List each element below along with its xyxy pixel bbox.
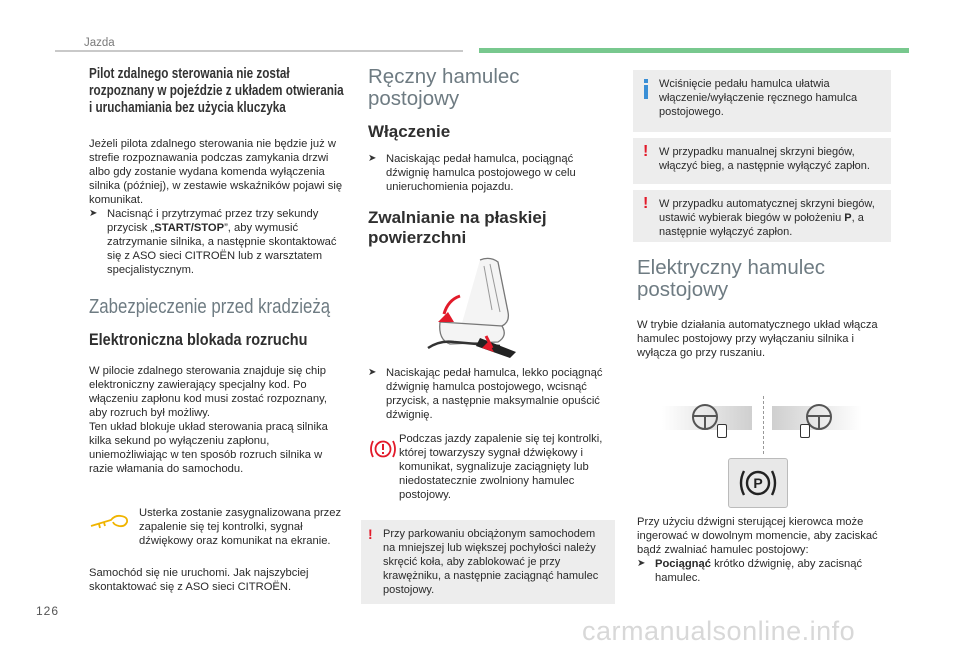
epb-label: P bbox=[753, 475, 763, 491]
release-block bbox=[368, 366, 618, 502]
electric-brake-block bbox=[637, 257, 887, 360]
arrow-bullet-icon: ➤ bbox=[368, 153, 377, 164]
exclamation-warning-icon: ! bbox=[368, 526, 373, 542]
column-middle bbox=[368, 66, 618, 248]
fault-text: Samochód się nie uruchomi. Jak najszybciej skontaktować się z ASO sieci CITROËN. bbox=[89, 567, 309, 593]
steering-wheel-icon bbox=[690, 402, 720, 432]
parking-brake-title: Ręczny hamulec postojowy bbox=[368, 65, 520, 110]
seat-brake-pedal-icon bbox=[420, 252, 540, 362]
brake-lamp-note: Podczas jazdy zapalenie się tej kontrolki, której towarzyszy sygnał dźwiękowy i komunikat, sygnalizuje zaciągnięty lub niedostatecznie zwolniony hamulec postojowy. bbox=[368, 432, 618, 502]
lever-icon bbox=[800, 424, 810, 438]
key-icon bbox=[89, 510, 131, 530]
engage-bullet: ➤ Naciskając pedał hamulca, pociągnąć dźwignię hamulca postojowego w celu unieruchomienia pojazdu. bbox=[368, 153, 576, 193]
lever-text: Przy użyciu dźwigni sterującej kierowca może ingerować w dowolnym momencie, aby zaciskać bądź zwalniać hamulec postojowy: bbox=[637, 516, 878, 556]
slope-warning-box: ! Przy parkowaniu obciążonym samochodem na mniejszej lub większej pochyłości należy skręcić koła, aby zablokować je przy krawężniku, a następnie zaciągnąć hamulec postojowy. bbox=[361, 520, 615, 604]
info-box: Wciśnięcie pedału hamulca ułatwia włączenie/wyłączenie ręcznego hamulca postojowego. bbox=[633, 70, 891, 132]
header-accent-bar bbox=[479, 48, 909, 53]
pilot-text: Jeżeli pilota zdalnego sterowania nie będzie już w strefie rozpoznawania podczas zamykania drzwi albo gdy zostanie wydana komenda wyłączenia silnika (później), w zestawie wskaźników pojawi się komunikat. bbox=[89, 138, 343, 206]
lever-block bbox=[637, 515, 887, 585]
arrow-bullet-icon: ➤ bbox=[637, 558, 646, 569]
immobiliser-text-2: Ten układ blokuje układ sterowania pracą silnika kilka sekund po wyłączeniu zapłonu, uniemożliwiając w ten sposób rozruch silnika w razie włamania do samochodu. bbox=[89, 421, 328, 475]
immobiliser-title: Elektroniczna blokada rozruchu bbox=[89, 330, 308, 349]
exclamation-warning-icon: ! bbox=[643, 143, 649, 160]
engage-title: Włączenie bbox=[368, 122, 451, 141]
electric-brake-title: Elektryczny hamulec postojowy bbox=[637, 256, 825, 301]
immobiliser-text: W pilocie zdalnego sterowania znajduje się chip elektroniczny zawierający specjalny kod. Po włączeniu zapłonu kod musi zostać rozpoznany, aby rozruch był możliwy. bbox=[89, 365, 327, 419]
info-icon bbox=[643, 79, 649, 99]
section-header: Jazda bbox=[84, 37, 115, 49]
brake-warning-lamp-icon bbox=[368, 438, 398, 460]
manual-gearbox-box: ! W przypadku manualnej skrzyni biegów, włączyć bieg, a następnie wyłączyć zapłon. bbox=[633, 138, 891, 184]
pilot-title: Pilot zdalnego sterowania nie został rozpoznany w pojeździe z układem otwierania i uruchamiania bez użycia kluczyka bbox=[89, 66, 344, 116]
theft-protection-title: Zabezpieczenie przed kradzieżą bbox=[89, 295, 331, 318]
steering-wheel-illustration bbox=[662, 396, 862, 466]
electric-parking-brake-icon bbox=[728, 458, 788, 508]
arrow-bullet-icon: ➤ bbox=[368, 367, 377, 378]
release-title: Zwalnianie na płaskiej powierzchni bbox=[368, 208, 547, 247]
auto-gearbox-box: ! W przypadku automatycznej skrzyni biegów, ustawić wybierak biegów w położeniu P, a następnie wyłączyć zapłon. bbox=[633, 190, 891, 242]
exclamation-warning-icon: ! bbox=[643, 195, 649, 212]
watermark: carmanualsonline.info bbox=[582, 616, 856, 646]
lever-bullet: ➤ Pociągnąć krótko dźwignię, aby zacisnąć hamulec. bbox=[637, 558, 863, 584]
pilot-bullet: ➤ Nacisnąć i przytrzymać przez trzy sekundy przycisk „START/STOP”, aby wymusić zatrzymanie silnika, a następnie skontaktować się z ASO sieci CITROËN lub z warsztatem specjalistycznym. bbox=[89, 208, 337, 276]
release-bullet: ➤ Naciskając pedał hamulca, lekko pociągnąć dźwignię hamulca postojowego, wcisnąć przycisk, a następnie maksymalnie opuścić dźwignię. bbox=[368, 367, 603, 421]
page-number: 126 bbox=[36, 604, 60, 618]
key-note: Usterka zostanie zasygnalizowana przez zapalenie się tej kontrolki, sygnał dźwiękowy oraz komunikat na ekranie. bbox=[89, 506, 344, 548]
electric-brake-text: W trybie działania automatycznego układ włącza hamulec postojowy przy wyłączaniu silnika i wyłącza go przy ruszaniu. bbox=[637, 319, 878, 359]
arrow-bullet-icon: ➤ bbox=[89, 208, 98, 219]
column-left bbox=[89, 66, 344, 594]
lever-icon bbox=[717, 424, 727, 438]
header-divider bbox=[55, 50, 463, 52]
